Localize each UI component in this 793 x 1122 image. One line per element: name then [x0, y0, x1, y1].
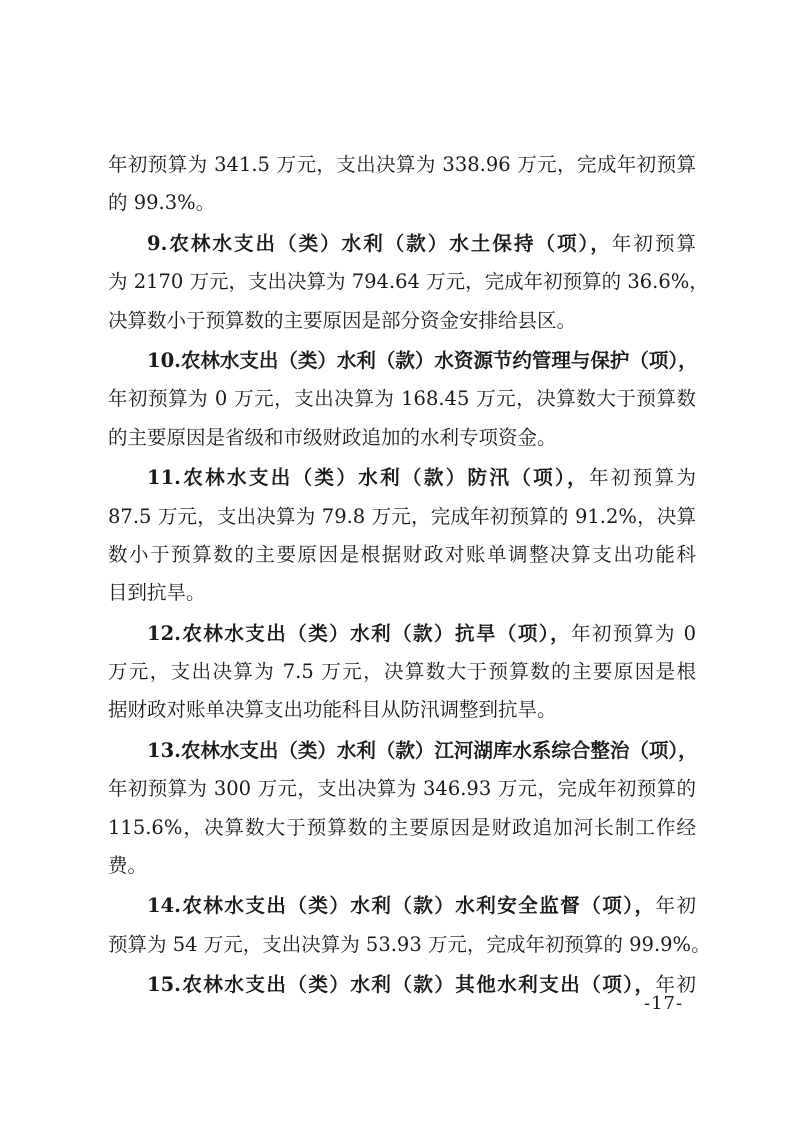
paragraph-first-line: [108, 615, 696, 653]
item-text: 年初: [655, 894, 696, 918]
item-heading: 15.农林水支出（类）水利（款）其他水利支出（项），: [147, 973, 656, 997]
text-line: 目到抗旱。: [108, 581, 206, 605]
paragraph-first-line: [108, 342, 696, 380]
text-line: 115.6%，决算数大于预算数的主要原因是财政追加河长制工作经: [108, 815, 696, 839]
paragraph-first-line: [108, 459, 696, 497]
item-heading: 10.农林水支出（类）水利（款）水资源节约管理与保护（项），: [147, 348, 698, 372]
paragraph-first-line: [108, 887, 696, 925]
item-text: 年初预算为 0: [571, 621, 696, 645]
item-heading: 11.农林水支出（类）水利（款）防汛（项），: [147, 466, 590, 490]
paragraph-first-line: [108, 225, 696, 263]
paragraph-budget-item-15: [108, 966, 696, 1004]
page-number: -17-: [644, 993, 684, 1014]
text-line: 年初预算为 0 万元，支出决算为 168.45 万元，决算数大于预算数: [108, 387, 696, 411]
paragraph-budget-item-12: [108, 615, 696, 730]
text-line: 万元，支出决算为 7.5 万元，决算数大于预算数的主要原因是根: [108, 660, 696, 684]
paragraph-budget-item-9: [108, 225, 709, 340]
paragraph-budget-item-11: [108, 459, 696, 613]
item-heading: 12.农林水支出（类）水利（款）抗旱（项），: [147, 621, 572, 645]
text-line: 年初预算为 341.5 万元，支出决算为 338.96 万元，完成年初预算: [108, 153, 696, 176]
item-heading: 14.农林水支出（类）水利（款）水利安全监督（项），: [147, 894, 656, 918]
text-line: 的主要原因是省级和市级财政追加的水利专项资金。: [108, 425, 557, 449]
text-line: 的 99.3%。: [108, 191, 216, 215]
paragraph-first-line: [108, 732, 696, 770]
document-body: [108, 146, 711, 1007]
text-line: 决算数小于预算数的主要原因是部分资金安排给县区。: [108, 308, 577, 332]
item-heading: 9.农林水支出（类）水利（款）水土保持（项），: [147, 231, 612, 255]
text-line: 据财政对账单决算支出功能科目从防汛调整到抗旱。: [108, 698, 557, 722]
item-text: 年初预算: [611, 231, 696, 255]
paragraph-budget-item-13: [108, 732, 696, 886]
text-line: 为 2170 万元，支出决算为 794.64 万元，完成年初预算的 36.6%，: [108, 270, 709, 294]
paragraph-budget-item-14: [108, 887, 711, 964]
paragraph-budget-item-8-continued: [108, 146, 696, 223]
paragraph-first-line: [108, 966, 696, 1004]
text-line: 数小于预算数的主要原因是根据财政对账单调整决算支出功能科: [108, 542, 696, 566]
item-text: 年初: [655, 973, 696, 997]
text-line: 87.5 万元，支出决算为 79.8 万元，完成年初预算的 91.2%，决算: [108, 504, 696, 528]
item-heading: 13.农林水支出（类）水利（款）江河湖库水系综合整治（项），: [147, 738, 698, 762]
text-line: 年初预算为 300 万元，支出决算为 346.93 万元，完成年初预算的: [108, 777, 696, 801]
text-line: 费。: [108, 854, 148, 878]
text-line: 预算为 54 万元，支出决算为 53.93 万元，完成年初预算的 99.9%。: [108, 932, 711, 956]
item-text: 年初预算为: [589, 466, 696, 490]
paragraph-budget-item-10: [108, 342, 696, 457]
